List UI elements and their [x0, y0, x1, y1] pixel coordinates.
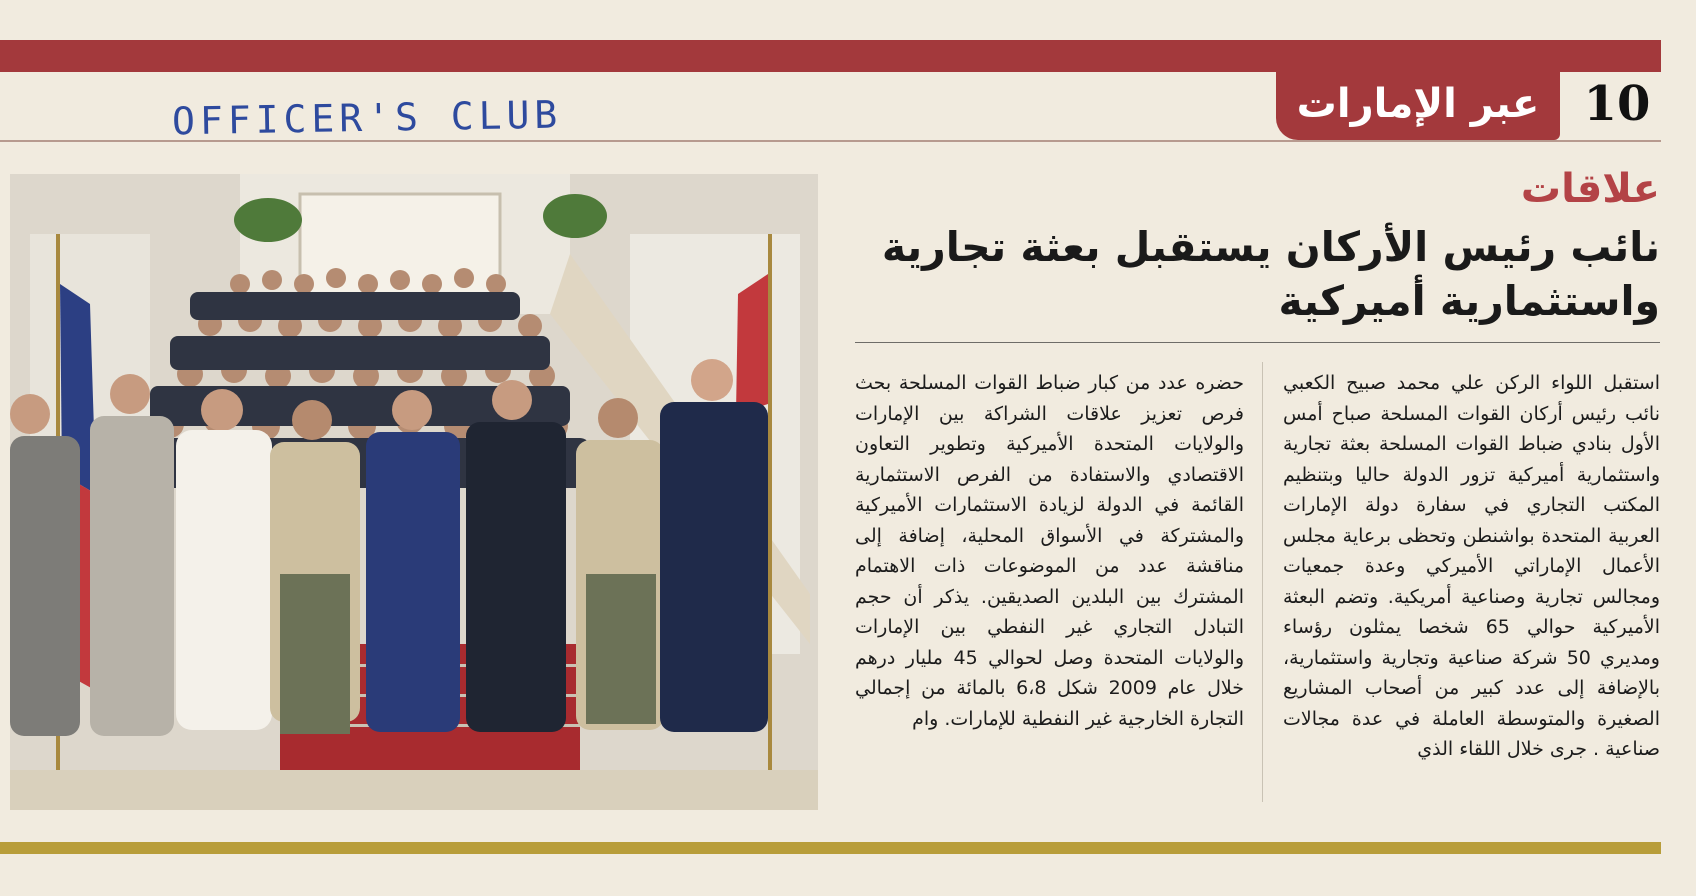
article-headline: نائب رئيس الأركان يستقبل بعثة تجارية واستثمارية أميركية	[881, 223, 1660, 325]
article-body-column-2: حضره عدد من كبار ضباط القوات المسلحة بحث فرص تعزيز علاقات الشراكة بين الإمارات والولايات المتحدة الأميركية وتطوير التعاون الاقتصادي والاستفادة من الفرص الاستثمارية القائمة في الدولة لزيادة الاستثمارات الأميركية والمشتركة في الأسواق المحلية، إضافة إلى مناقشة عدد من الموضوعات ذات الاهتمام المشترك بين البلدين الصديقين. يذكر أن حجم التبادل التجاري غير النفطي بين الإمارات والولايات المتحدة وصل لحوالي 45 مليار درهم خلال عام 2009 شكل 6،8 بالمائة من إجمالي التجارة الخارجية غير النفطية للإمارات. وام	[855, 372, 1245, 730]
news-photo	[10, 174, 818, 810]
handwritten-note: OFFICER'S CLUB	[171, 92, 563, 144]
headline-rule	[855, 342, 1660, 343]
article-body-column-1: استقبل اللواء الركن علي محمد صبيح الكعبي نائب رئيس أركان القوات المسلحة صباح أمس الأول بنادي ضباط القوات المسلحة بعثة تجارية واستثمارية أميركية تزور الدولة حاليا وبتنظيم المكتب التجاري في سفارة دولة الإمارات العربية المتحدة بواشنطن وتحظى برعاية مجلس الأعمال الإماراتي الأميركي وعدة جمعيات ومجالس تجارية وصناعية أمريكية. وتضم البعثة الأميركية حوالي 65 شخصا يمثلون رؤساء ومديري 50 شركة صناعية وتجارية واستثمارية، بالإضافة إلى عدد كبير من أصحاب المشاريع الصغيرة والمتوسطة العاملة في عدة مجالات صناعية . جرى خلال اللقاء الذي	[1283, 372, 1660, 760]
group-photo-illustration	[10, 174, 818, 810]
section-tab: عبر الإمارات	[1276, 68, 1560, 140]
footer-bar	[0, 842, 1661, 854]
article-kicker: علاقات	[1520, 166, 1660, 212]
column-divider	[1262, 362, 1263, 802]
page-number: 10	[1583, 76, 1651, 132]
